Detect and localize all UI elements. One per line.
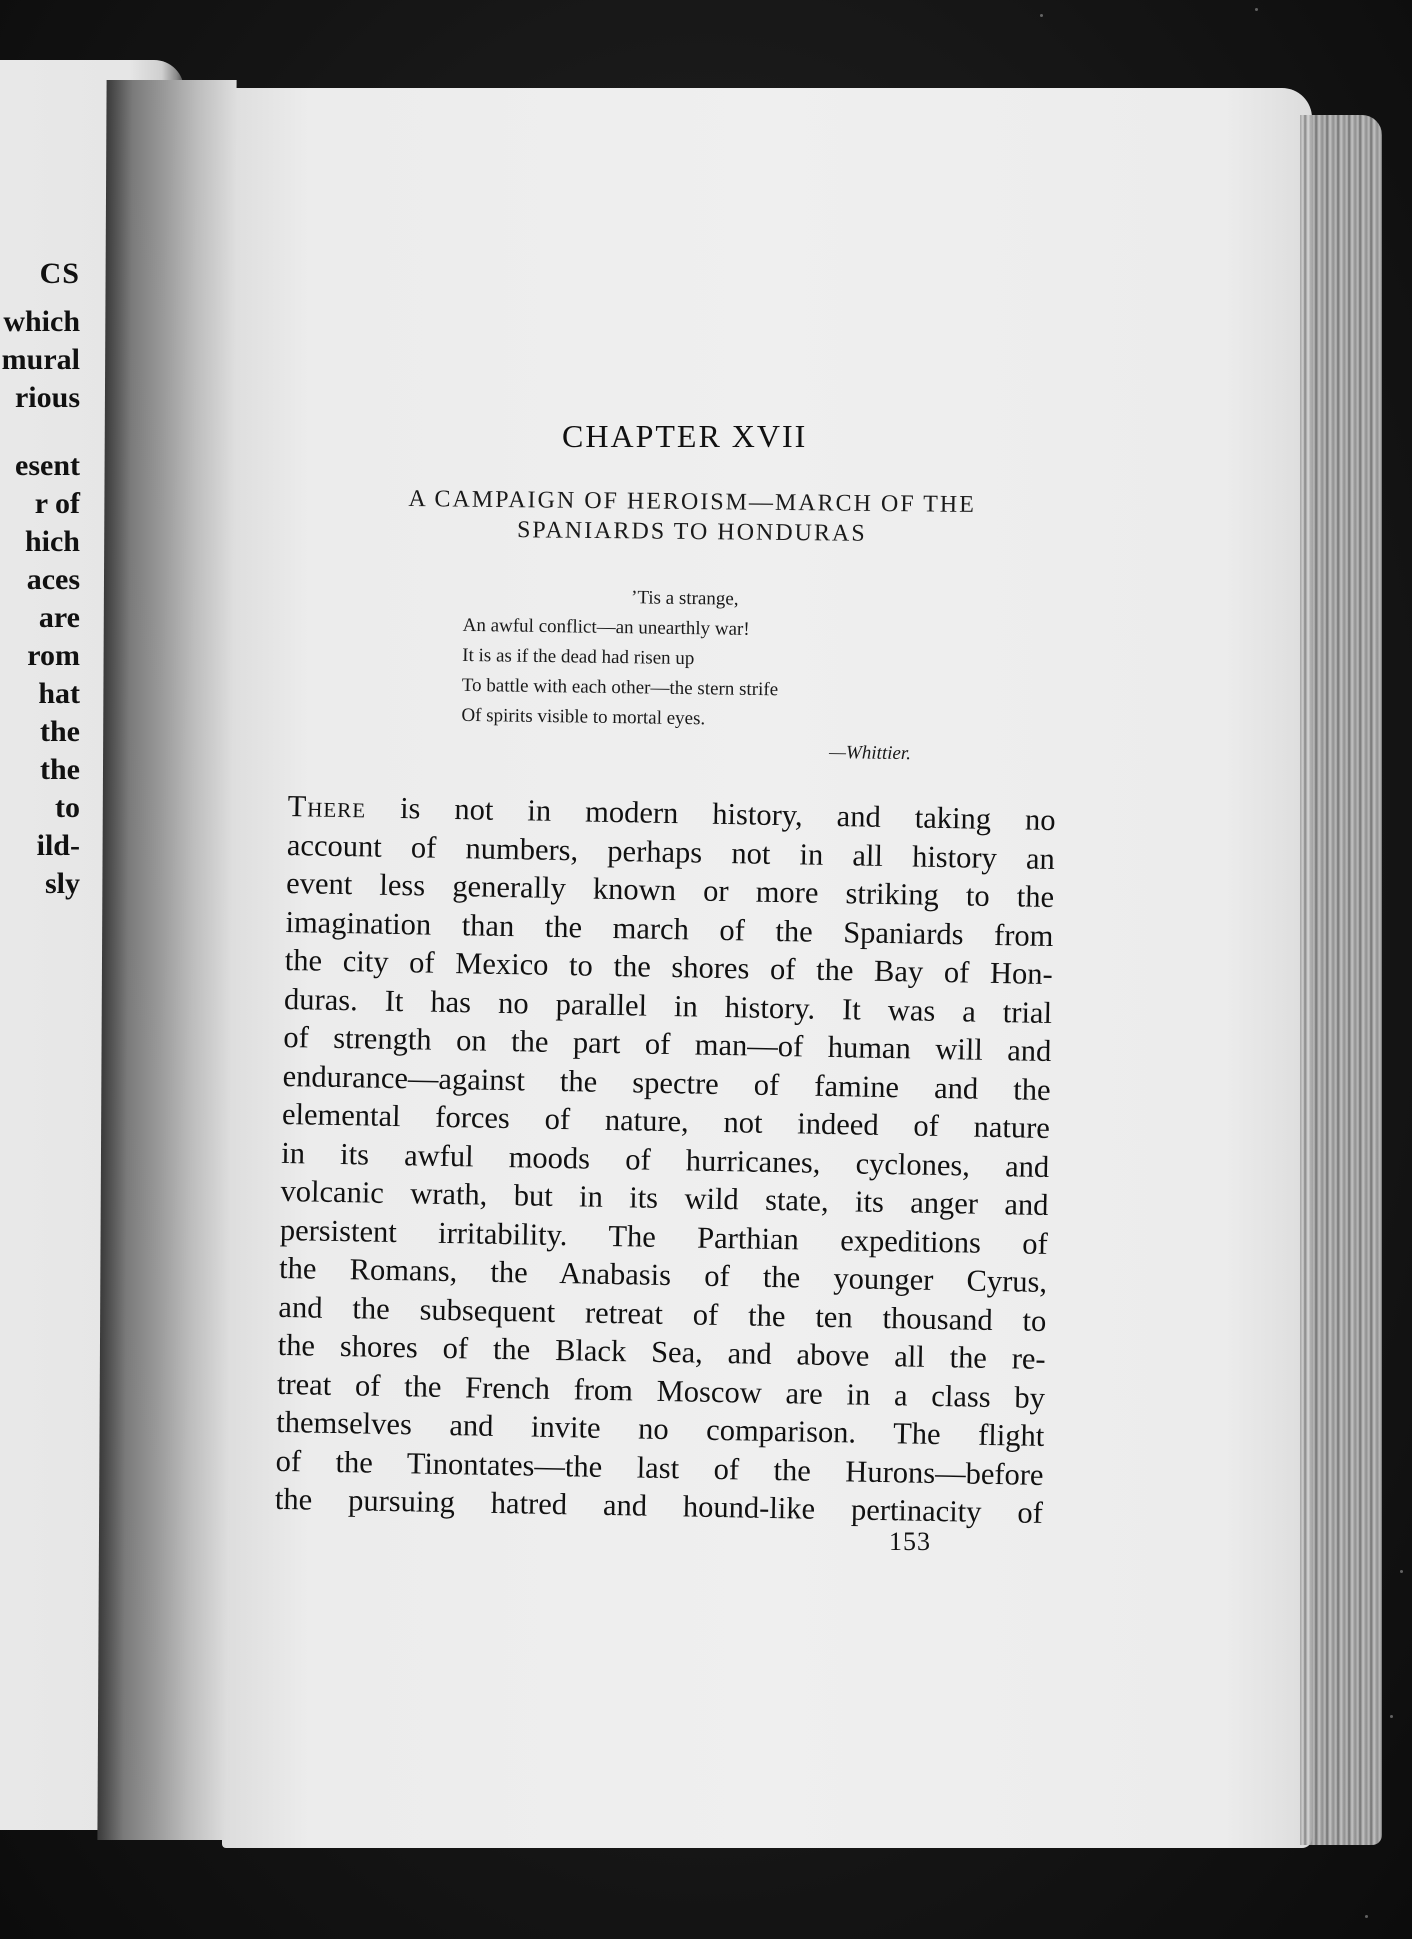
body-line: persistent irritability. The Parthian expeditions of [279, 1212, 1049, 1261]
epigraph [461, 581, 913, 769]
left-fragment-line: CS [39, 257, 80, 290]
speck [1365, 1915, 1368, 1918]
page-number: 153 [889, 1527, 931, 1556]
speck [1040, 14, 1043, 17]
body-line: duras. It has no parallel in history. It was a trial [283, 981, 1053, 1030]
left-fragment-line: mural [1, 343, 80, 376]
speck [1255, 8, 1258, 11]
left-fragment-gap [0, 417, 80, 447]
body-line: themselves and invite no comparison. The flight [276, 1404, 1045, 1453]
speck [1390, 1715, 1393, 1718]
left-fragment-line: which [3, 305, 80, 338]
left-fragment-line: esent [15, 449, 80, 482]
body-paragraph [275, 787, 1056, 1532]
chapter-subtitle-line: A CAMPAIGN OF HEROISM—MARCH OF THE [408, 486, 976, 518]
left-fragment-line: aces [26, 563, 80, 596]
body-line: the shores of the Black Sea, and above all the re- [277, 1327, 1046, 1376]
left-fragment-line: the [40, 715, 80, 748]
book-gutter [97, 80, 236, 1840]
left-fragment-line: sly [44, 867, 80, 900]
left-fragment-line: to [55, 791, 80, 824]
body-line: in its awful moods of hurricanes, cyclones, and [280, 1135, 1050, 1184]
epigraph-line: To battle with each other—the stern strife [461, 674, 779, 701]
body-line: of strength on the part of man—of human will and [283, 1019, 1052, 1069]
page-edges [1300, 115, 1382, 1845]
chapter-subtitle [362, 484, 1023, 551]
body-line: endurance—against the spectre of famine and the [282, 1058, 1051, 1107]
body-line: the city of Mexico to the shores of the Bay of Hon- [284, 942, 1054, 992]
drop-word: There [287, 788, 367, 825]
left-fragment-line: hat [38, 677, 80, 710]
left-fragment-line: are [38, 601, 80, 634]
body-line: elemental forces of nature, not indeed of nature [281, 1096, 1051, 1146]
left-fragment-line: ild- [36, 829, 80, 862]
left-fragment-line: the [40, 753, 80, 786]
body-line: imagination than the march of the Spaniards from [285, 904, 1054, 953]
body-line: the Romans, the Anabasis of the younger Cyrus, [278, 1250, 1048, 1299]
epigraph-attribution: —Whittier. [828, 741, 912, 765]
left-fragment-line: r of [34, 487, 80, 520]
epigraph-line: An awful conflict—an unearthly war! [462, 614, 750, 640]
chapter-subtitle-line: SPANIARDS TO HONDURAS [516, 517, 867, 547]
epigraph-line: Of spirits visible to mortal eyes. [461, 704, 706, 730]
body-line: account of numbers, perhaps not in all history an [286, 827, 1056, 876]
epigraph-line: It is as if the dead had risen up [462, 644, 695, 670]
epigraph-line: ’Tis a strange, [630, 587, 739, 610]
speck [1400, 1570, 1403, 1573]
body-line: volcanic wrath, but in its wild state, its anger and [280, 1173, 1049, 1223]
left-fragment-line: rom [27, 639, 80, 672]
chapter-heading: CHAPTER XVII [562, 418, 808, 454]
left-fragment-line: rious [14, 381, 80, 414]
left-fragment-line: hich [24, 525, 80, 558]
body-line-text: is not in modern history, and taking no [365, 790, 1056, 838]
body-line: treat of the French from Moscow are in a class by [276, 1366, 1046, 1415]
left-page-fragments [0, 255, 80, 903]
body-line: the pursuing hatred and hound-like pertinacity of [274, 1481, 1044, 1530]
body-line: event less generally known or more striking to the [285, 865, 1055, 915]
body-line: and the subsequent retreat of the ten thousand to [278, 1289, 1047, 1338]
body-line: of the Tinontates—the last of the Hurons—before [275, 1443, 1044, 1492]
